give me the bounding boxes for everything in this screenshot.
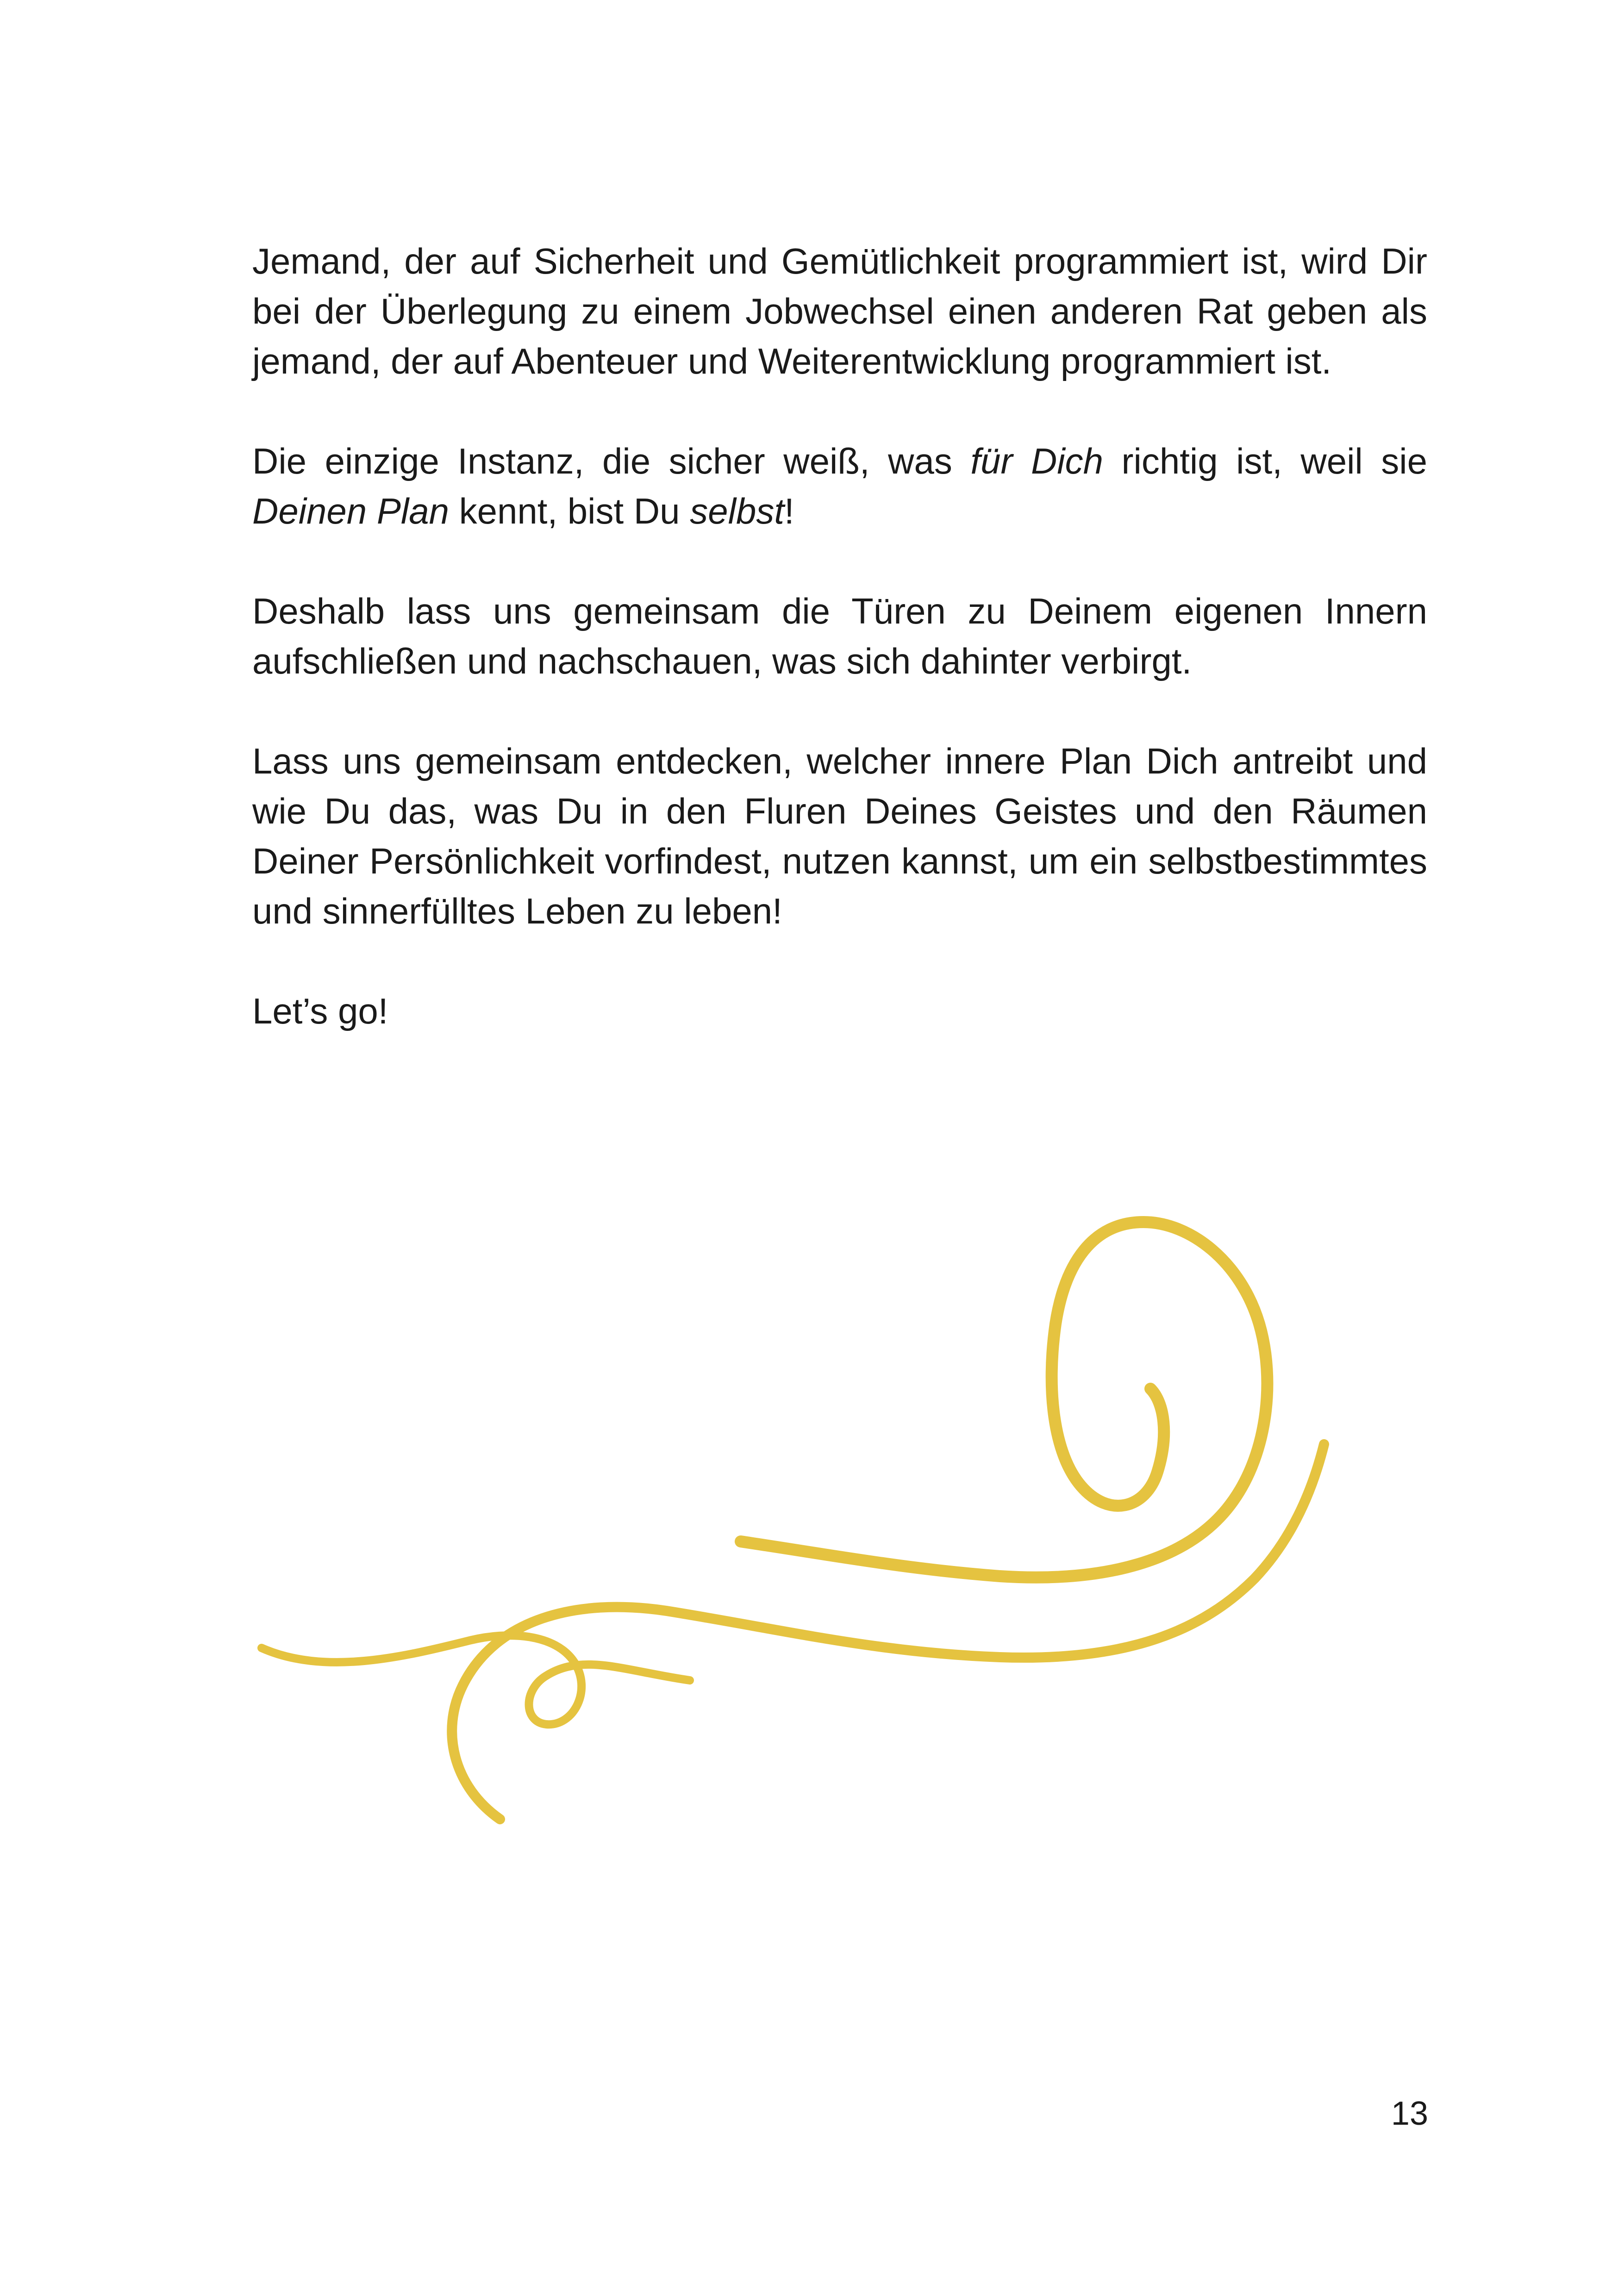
paragraph-text: Jemand, der auf Sicherheit und Gemütlichkeit programmiert ist, wird Dir bei der Überlegung zu einem Jobwechsel einen anderen Rat geben als jemand, der auf Abenteuer und Weiterentwicklung programmiert ist. xyxy=(252,241,1427,381)
flourish-strokes xyxy=(262,1222,1324,1819)
paragraph-text: Lass uns gemeinsam entdecken, welcher innere Plan Dich antreibt und wie Du das, was Du in den Fluren Deines Geistes und den Räumen Deiner Persönlichkeit vorfindest, nutzen kannst, um ein selbstbestimmtes und sinnerfülltes Leben zu leben! xyxy=(252,741,1427,931)
closing-line: Let’s go! xyxy=(252,991,388,1031)
paragraph-text: ! xyxy=(784,491,794,531)
paragraph-text: kennt, bist Du xyxy=(449,491,690,531)
body-text xyxy=(252,236,1427,1036)
flourish-upper-band xyxy=(741,1222,1267,1578)
paragraph-3 xyxy=(252,586,1427,686)
paragraph-text: Deshalb lass uns gemeinsam die Türen zu Deinem eigenen Innern aufschließen und nachschauen, was sich dahinter verbirgt. xyxy=(252,591,1427,681)
flourish-tail xyxy=(262,1635,690,1724)
paragraph-text: richtig ist, weil sie xyxy=(1103,441,1428,481)
paragraph-2 xyxy=(252,436,1427,536)
paragraph-text: Die einzige Instanz, die sicher weiß, was xyxy=(252,441,971,481)
emphasis-text: selbst xyxy=(690,491,784,531)
paragraph-4 xyxy=(252,736,1427,936)
page-number: 13 xyxy=(1391,2095,1428,2132)
emphasis-text: Deinen Plan xyxy=(252,491,449,531)
paragraph-1 xyxy=(252,236,1427,386)
emphasis-text: für Dich xyxy=(970,441,1104,481)
gold-flourish-icon xyxy=(250,1185,1370,1852)
flourish-lower-loop xyxy=(452,1444,1324,1819)
